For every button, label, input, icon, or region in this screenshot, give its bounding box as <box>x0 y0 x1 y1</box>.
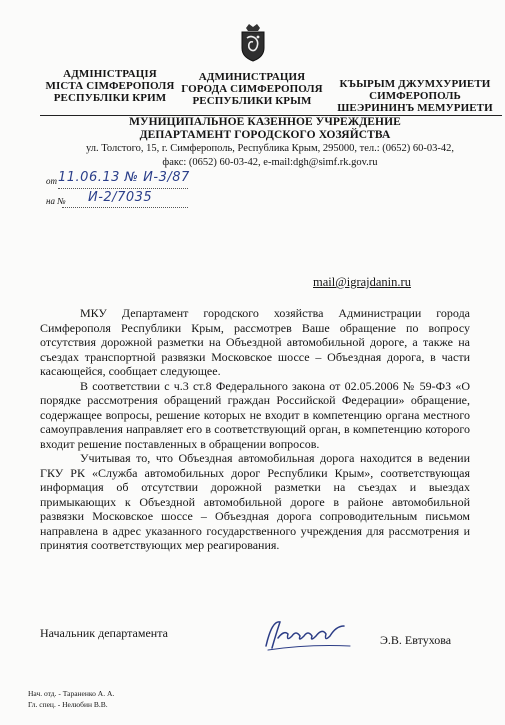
letter-body <box>40 306 470 553</box>
header-left-line-1: АДМІНІСТРАЦІЯ <box>63 68 157 80</box>
reg-number-line <box>62 207 188 208</box>
header-right-line-3: ШЕЭРИНИНЪ МЕМУРИЕТИ <box>337 102 493 114</box>
address-block <box>70 142 470 170</box>
body-paragraph-1: МКУ Департамент городского хозяйства Администрации города Симферополя Республики Крым, рассмотрев Ваше обращение по вопросу отсутствия дорожной разметки на Объездной автомобильной дороге, а также на съездах транспортной развязки Московское шоссе – Объездная дорога, в части касающейся, сообщает следующее. <box>40 306 470 378</box>
header-right-line-2: СИМФЕРОПОЛЬ <box>369 90 461 102</box>
header-right-line-1: КЪЫРЫМ ДЖУМХУРИЕТИ <box>339 78 491 90</box>
handwritten-signature <box>258 612 358 657</box>
department-name <box>100 116 430 142</box>
header-left <box>40 68 180 104</box>
recipient-email: mail@igrajdanin.ru <box>313 275 411 289</box>
reg-number-label: на № <box>46 196 66 206</box>
header-left-line-2: МІСТА СІМФЕРОПОЛЯ <box>45 80 175 92</box>
header-left-line-3: РЕСПУБЛІКИ КРИМ <box>53 92 167 104</box>
department-line-1: МУНИЦИПАЛЬНОЕ КАЗЕННОЕ УЧРЕЖДЕНИЕ <box>129 116 401 128</box>
footer-note-1: Нач. отд. - Тараненко А. А. <box>28 689 115 698</box>
address-line-2: факс: (0652) 60-03-42, e-mail:dgh@simf.rk.gov.ru <box>162 157 378 168</box>
address-line-1: ул. Толстого, 15, г. Симферополь, Республика Крым, 295000, тел.: (0652) 60-03-42, <box>85 143 455 154</box>
header-center-line-1: АДМИНИСТРАЦИЯ <box>198 71 306 83</box>
body-paragraph-3: Учитывая то, что Объездная автомобильная дорога находится в ведении ГКУ РК «Служба автомобильных дорог Республики Крым», соответствующая информация об отсутствии дорожной разметки на съездах и выездах примыкающих к Объездной автомобильной дороге в районе автомобильной развязки Московское шоссе – Объездная дорога сопроводительным письмом направлена в адрес указанного государственного учреждения для рассмотрения и принятия соответствующих мер реагирования. <box>40 451 470 552</box>
reg-number-value: И-2/7035 <box>88 190 153 205</box>
header-center-line-3: РЕСПУБЛИКИ КРЫМ <box>192 95 312 107</box>
header-center-line-2: ГОРОДА СИМФЕРОПОЛЯ <box>181 83 323 95</box>
reg-date-line <box>58 188 188 189</box>
header-right <box>330 78 500 114</box>
signatory-position: Начальник департамента <box>40 626 168 640</box>
reg-date-label: от <box>46 176 57 186</box>
coat-of-arms-emblem <box>238 22 268 62</box>
header-center <box>172 71 332 107</box>
department-line-2: ДЕПАРТАМЕНТ ГОРОДСКОГО ХОЗЯЙСТВА <box>139 129 391 141</box>
footer-note-2: Гл. спец. - Нелюбин В.В. <box>28 700 108 709</box>
reg-date-value: 11.06.13 № И-3/87 <box>58 170 190 185</box>
body-paragraph-2: В соответствии с ч.3 ст.8 Федерального закона от 02.05.2006 № 59-ФЗ «О порядке рассмотрения обращений граждан Российской Федерации» обращение, содержащее вопросы, решение которых не входит в компетенцию органа местного самоуправления направляет его в соответствующий орган, в компетенцию которого входит решение поставленных в обращении вопросов. <box>40 378 470 451</box>
signatory-name: Э.В. Евтухова <box>380 633 452 647</box>
